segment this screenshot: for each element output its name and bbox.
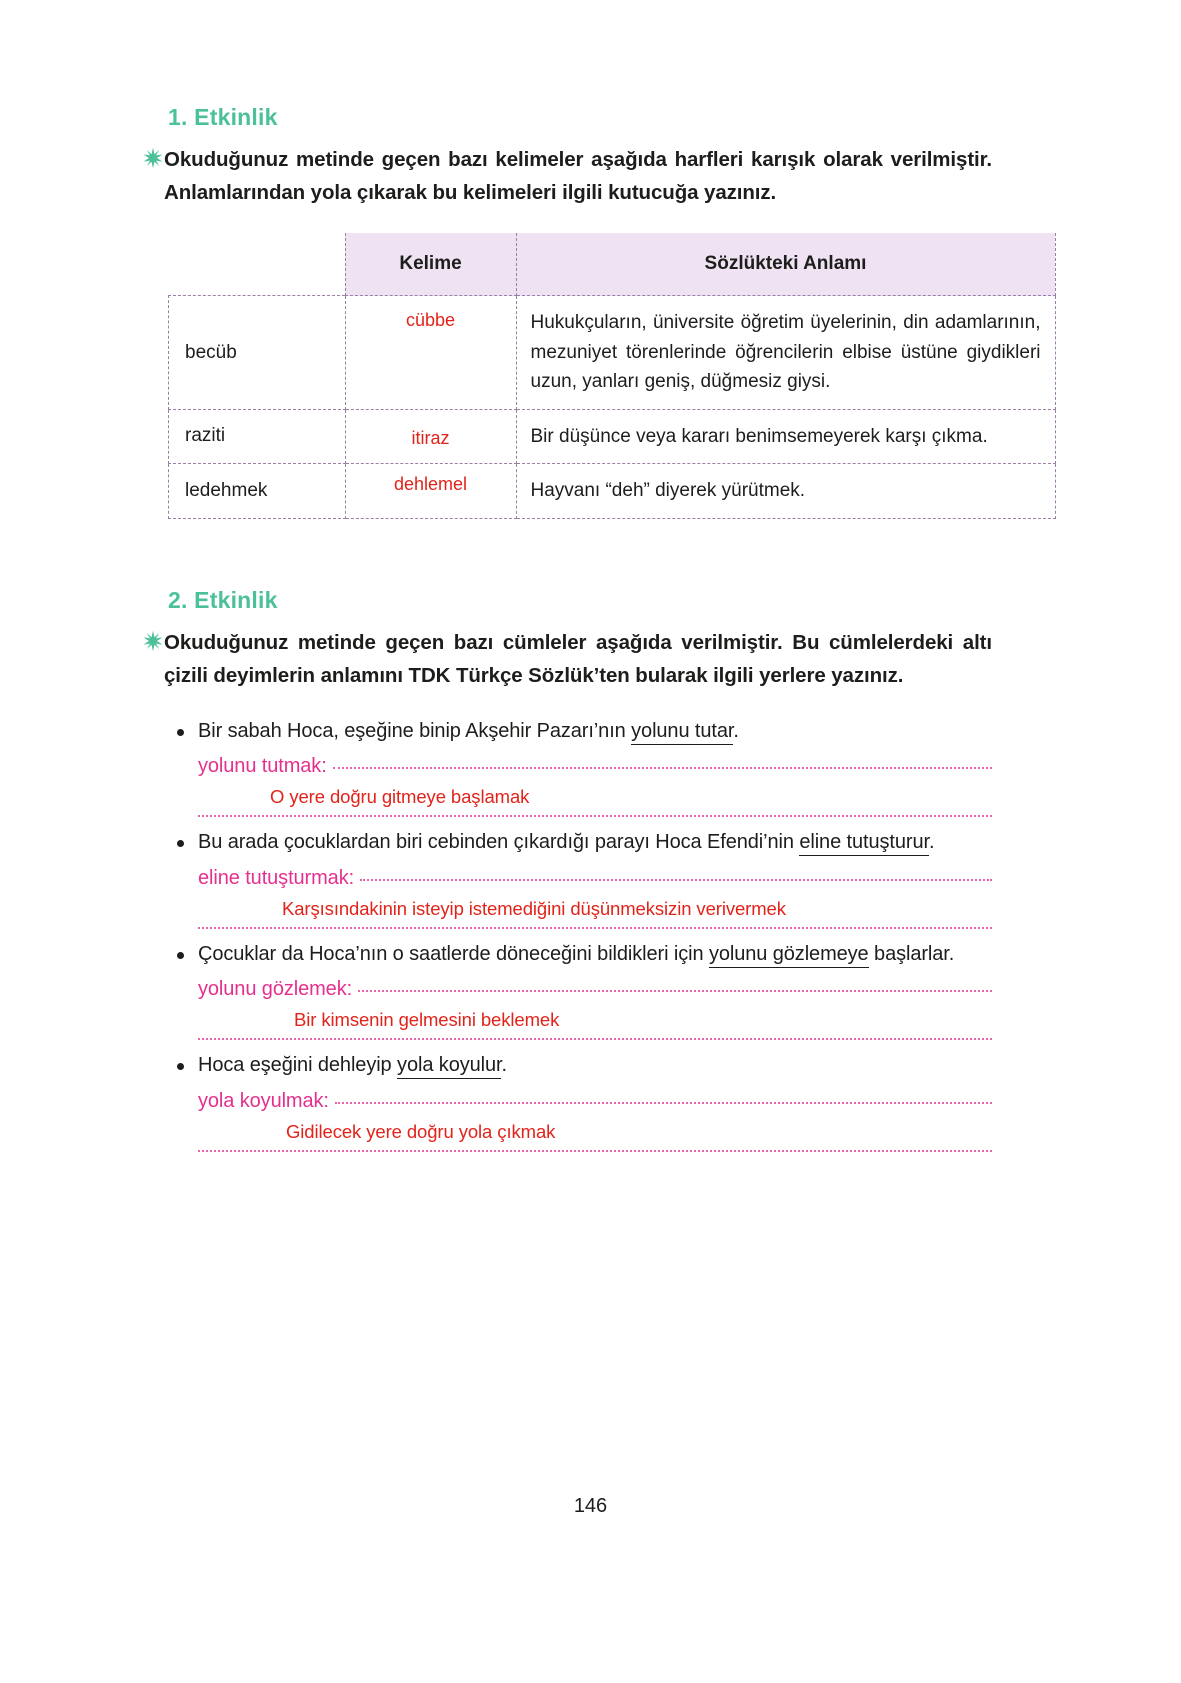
- sentence-line: [168, 827, 992, 857]
- scrambled-word: becüb: [169, 296, 346, 409]
- handwritten-answer[interactable]: Bir kimsenin gelmesini beklemek: [294, 1009, 560, 1031]
- sentence-line: [168, 716, 992, 746]
- activity-2-section: [164, 586, 992, 1152]
- scrambled-word: ledehmek: [169, 464, 346, 518]
- idiom-line: [198, 1090, 992, 1113]
- handwritten-answer[interactable]: O yere doğru gitmeye başlamak: [270, 786, 530, 808]
- dotted-writing-line[interactable]: [198, 1037, 992, 1040]
- header-sozlukteki-anlami: Sözlükteki Anlamı: [516, 233, 1055, 296]
- page-content: [164, 104, 1041, 1162]
- underlined-idiom: yolunu tutar: [631, 720, 733, 745]
- handwritten-answer[interactable]: Karşısındakinin isteyip istemediğini düşünmeksizin verivermek: [282, 897, 786, 919]
- idiom-label: yolunu gözlemek:: [198, 978, 353, 1001]
- header-kelime: Kelime: [345, 233, 516, 296]
- page-number: 146: [573, 1495, 608, 1517]
- kelime-table-body: [169, 296, 1056, 518]
- star-icon: [142, 630, 164, 652]
- sentence-text: [198, 939, 954, 969]
- list-item: [168, 939, 992, 1040]
- sentence-after: başlarlar.: [868, 942, 955, 965]
- sentence-text: [198, 716, 739, 746]
- idiom-label: eline tutuşturmak:: [198, 866, 355, 889]
- answer-word-input[interactable]: itiraz: [345, 409, 516, 463]
- sentence-before: Bu arada çocuklardan biri cebinden çıkardığı parayı Hoca Efendi’nin: [198, 831, 800, 854]
- answer-word-input[interactable]: cübbe: [345, 296, 516, 409]
- bullet-icon: [177, 952, 184, 959]
- sentence-before: Çocuklar da Hoca’nın o saatlerde döneceğini bildikleri için: [198, 942, 709, 965]
- bullet-icon: [177, 729, 184, 736]
- table-row: [169, 464, 1056, 518]
- sentence-after: .: [928, 831, 935, 854]
- dotted-writing-line[interactable]: [333, 766, 992, 769]
- dotted-writing-line[interactable]: [198, 814, 992, 817]
- sentence-text: [198, 827, 934, 857]
- answer-block: [198, 755, 992, 817]
- header-blank: [169, 233, 346, 296]
- dotted-writing-line[interactable]: [358, 989, 992, 992]
- kelime-table-head: [169, 233, 1056, 296]
- dictionary-meaning: Hukukçuların, üniversite öğretim üyelerinin, din adamlarının, mezuniyet törenlerinde öğrencilerin elbise üstüne giydikleri uzun, yanları geniş, düğmesiz giysi.: [516, 296, 1055, 409]
- idiom-label: yolunu tutmak:: [198, 755, 327, 778]
- sentence-after: .: [733, 720, 739, 742]
- scrambled-word: raziti: [169, 409, 346, 463]
- list-item: [168, 827, 992, 928]
- activity-1-instruction: [164, 143, 992, 209]
- answer-word-input[interactable]: dehlemel: [345, 464, 516, 518]
- answer-block: [198, 978, 992, 1040]
- answer-block: [198, 1090, 992, 1152]
- idiom-label: yola koyulmak:: [198, 1089, 329, 1112]
- table-row: [169, 409, 1056, 463]
- underlined-idiom: yola koyulur: [397, 1054, 501, 1079]
- dotted-writing-line[interactable]: [198, 1149, 992, 1152]
- answer-block: [198, 867, 992, 929]
- sentence-before: Hoca eşeğini dehleyip: [198, 1054, 398, 1077]
- sentence-line: [168, 939, 992, 969]
- idiom-line: [198, 867, 992, 890]
- underlined-idiom: yolunu gözlemeye: [709, 943, 869, 968]
- idiom-line: [198, 755, 992, 778]
- dictionary-meaning: Bir düşünce veya kararı benimsemeyerek karşı çıkma.: [516, 409, 1055, 463]
- activity-1-title: 1. Etkinlik: [168, 104, 278, 130]
- bullet-icon: [177, 840, 184, 847]
- handwritten-answer[interactable]: Gidilecek yere doğru yola çıkmak: [286, 1120, 556, 1142]
- list-item: [168, 1050, 992, 1151]
- sentence-text: [198, 1050, 507, 1080]
- kelime-table: [168, 233, 1056, 518]
- sentence-before: Bir sabah Hoca, eşeğine binip Akşehir Pazarı’nın: [198, 720, 632, 742]
- dotted-writing-line[interactable]: [198, 926, 992, 929]
- activity-2-title: 2. Etkinlik: [168, 586, 278, 613]
- dotted-writing-line[interactable]: [335, 1101, 992, 1104]
- table-header-row: [169, 233, 1056, 296]
- sentence-line: [168, 1050, 992, 1080]
- bullet-icon: [177, 1063, 184, 1070]
- idiom-line: [198, 978, 992, 1001]
- list-item: [168, 716, 992, 817]
- sentence-after: .: [501, 1054, 507, 1077]
- dotted-writing-line[interactable]: [360, 878, 992, 881]
- star-icon: [142, 147, 164, 169]
- activity-1-instruction-text: Okuduğunuz metinde geçen bazı kelimeler aşağıda harfleri karışık olarak verilmiştir. Anlamlarından yola çıkarak bu kelimeleri ilgili kutucuğa yazınız.: [164, 148, 992, 205]
- table-row: [169, 296, 1056, 409]
- activity-2-instruction-text: Okuduğunuz metinde geçen bazı cümleler aşağıda verilmiştir. Bu cümlelerdeki altı çizili deyimlerin anlamını TDK Türkçe Sözlük’ten bularak ilgili yerlere yazınız.: [164, 630, 992, 687]
- sentence-list: [168, 716, 992, 1152]
- underlined-idiom: eline tutuşturur: [799, 831, 929, 856]
- activity-2-instruction: [164, 626, 992, 692]
- dictionary-meaning: Hayvanı “deh” diyerek yürütmek.: [516, 464, 1055, 518]
